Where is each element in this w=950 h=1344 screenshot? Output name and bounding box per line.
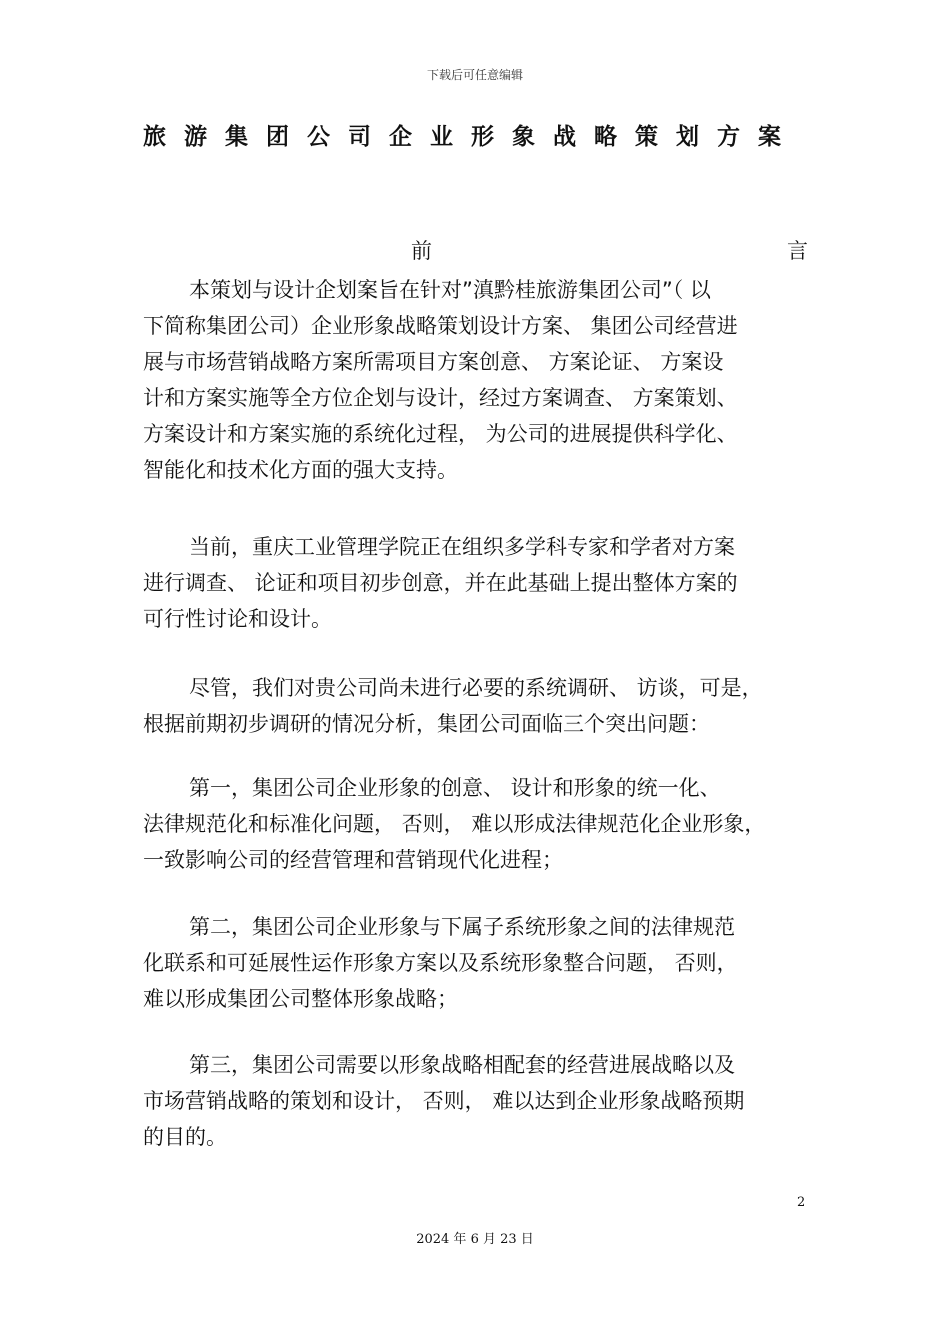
paragraph-2 (143, 529, 813, 637)
paragraph-line: 可行性讨论和设计。 (143, 607, 332, 631)
document-title: 旅游集团公司企业形象战略策划方案 (143, 124, 799, 150)
paragraph-1 (143, 272, 813, 488)
paragraph-line: 第一，集团公司企业形象的创意、 设计和形象的统一化、 (189, 776, 721, 800)
paragraph-line: 一致影响公司的经营管理和营销现代化进程； (143, 848, 563, 872)
paragraph-line: 计和方案实施等全方位企划与设计，经过方案调查、 方案策划、 (143, 386, 738, 410)
preface-heading (143, 235, 808, 269)
paragraph-line: 法律规范化和标准化问题， 否则， 难以形成法律规范化企业形象， (143, 812, 766, 836)
paragraph-line: 市场营销战略的策划和设计， 否则， 难以达到企业形象战略预期 (143, 1089, 745, 1113)
paragraph-line: 尽管，我们对贵公司尚未进行必要的系统调研、 访谈，可是， (189, 676, 763, 700)
paragraph-line: 下简称集团公司）企业形象战略策划设计方案、 集团公司经营进 (143, 314, 738, 338)
paragraph-5 (143, 909, 813, 1017)
paragraph-line: 第二，集团公司企业形象与下属子系统形象之间的法律规范 (189, 915, 735, 939)
paragraph-line: 本策划与设计企划案旨在针对”滇黔桂旅游集团公司”（ 以 (189, 278, 711, 302)
paragraph-6 (143, 1047, 813, 1155)
page-number: 2 (797, 1195, 806, 1210)
paragraph-line: 进行调查、 论证和项目初步创意，并在此基础上提出整体方案的 (143, 571, 738, 595)
paragraph-4 (143, 770, 813, 878)
paragraph-line: 化联系和可延展性运作形象方案以及系统形象整合问题， 否则， (143, 951, 738, 975)
paragraph-line: 方案设计和方案实施的系统化过程， 为公司的进展提供科学化、 (143, 422, 738, 446)
paragraph-line: 展与市场营销战略方案所需项目方案创意、 方案论证、 方案设 (143, 350, 724, 374)
preface-char-2: 言 (787, 239, 808, 263)
paragraph-line: 当前，重庆工业管理学院正在组织多学科专家和学者对方案 (189, 535, 735, 559)
paragraph-line: 第三，集团公司需要以形象战略相配套的经营进展战略以及 (189, 1053, 735, 1077)
paragraph-line: 难以形成集团公司整体形象战略； (143, 987, 458, 1011)
header-note: 下载后可任意编辑 (426, 68, 523, 82)
footer-date: 2024 年 6 月 23 日 (416, 1232, 534, 1247)
preface-char-1: 前 (411, 239, 432, 263)
paragraph-line: 的目的。 (143, 1125, 227, 1149)
paragraph-3 (143, 670, 813, 742)
paragraph-line: 智能化和技术化方面的强大支持。 (143, 458, 458, 482)
paragraph-line: 根据前期初步调研的情况分析，集团公司面临三个突出问题： (143, 712, 710, 736)
